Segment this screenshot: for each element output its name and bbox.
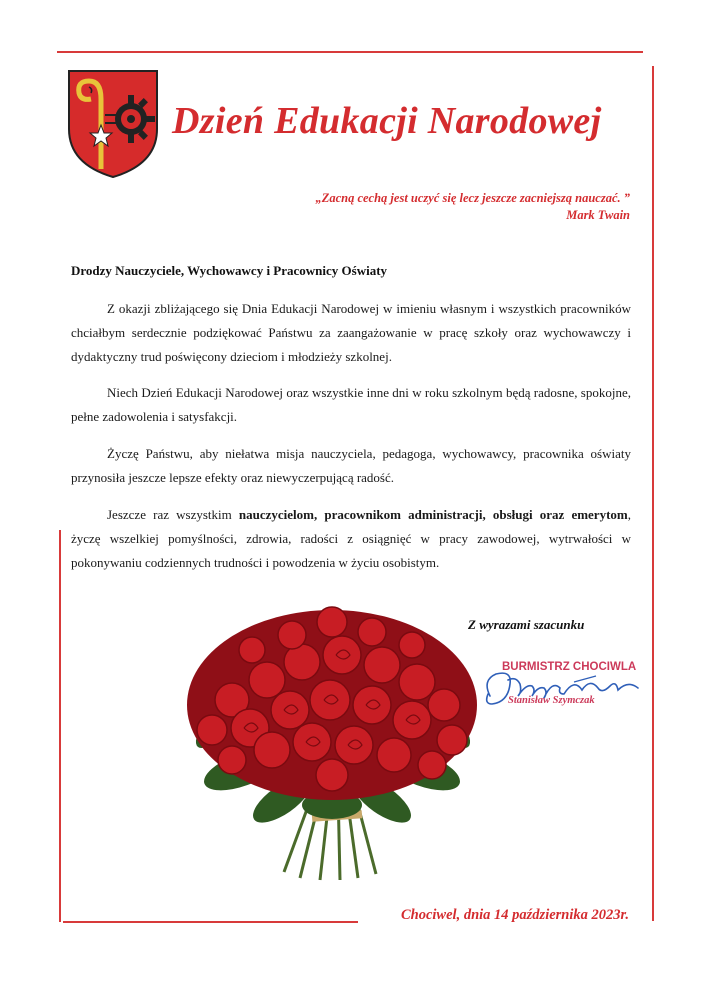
letter-closing: Z wyrazami szacunku [468, 617, 585, 632]
roses-bouquet-image [172, 600, 492, 885]
handwritten-signature [478, 658, 653, 718]
signature-office: BURMISTRZ CHOCIWLA [502, 661, 637, 673]
letter-paragraph-4 [71, 503, 631, 575]
letter-paragraph-2: Niech Dzień Edukacji Narodowej oraz wszystkie inne dni w roku szkolnym będą radosne, spokojne, pełne zadowolenia i satysfakcji. [71, 385, 631, 424]
page-title: Dzień Edukacji Narodowej [172, 100, 602, 142]
paragraph-4-rest: , życzę wszelkiej pomyślności, zdrowia, radości z osiągnięć w pracy zawodowej, wytrwałości w pokonywaniu codziennych trudności i powodzenia w życiu osobistym. [71, 507, 631, 570]
signature-stamp [478, 658, 653, 718]
paragraph-4-intro: Jeszcze raz wszystkim [107, 507, 239, 522]
top-border-line [57, 51, 643, 53]
letter-paragraph-1: Z okazji zbliżającego się Dnia Edukacji Narodowej w imieniu własnym i wszystkich pracowników chciałbym serdecznie podziękować Państwu za zaangażowanie w pracę szkoły oraz wychowawczy i dydaktyczny trud poświęcony dzieciom i młodzieży szkolnej. [71, 301, 631, 364]
place-and-date: Chociwel, dnia 14 października 2023r. [400, 907, 629, 923]
left-border-line [59, 530, 61, 922]
quote-author: Mark Twain [566, 208, 630, 222]
signature-name: Stanisław Szymczak [508, 695, 595, 706]
quote-block [315, 190, 630, 224]
letter-paragraph-3: Życzę Państwu, aby niełatwa misja nauczyciela, pedagoga, wychowawcy, pracownika oświaty przynosiła jeszcze lepsze efekty oraz niewyczerpującą radość. [71, 446, 631, 485]
coat-of-arms-icon [67, 69, 159, 179]
letter-greeting: Drodzy Nauczyciele, Wychowawcy i Pracownicy Oświaty [71, 263, 388, 278]
bottom-border-line [63, 921, 358, 923]
right-border-line [652, 66, 654, 921]
paragraph-4-bold: nauczycielom, pracownikom administracji, obsługi oraz emerytom [238, 507, 628, 522]
quote-text: „Zacną cechą jest uczyć się lecz jeszcze zacniejszą nauczać. ” [315, 191, 630, 205]
